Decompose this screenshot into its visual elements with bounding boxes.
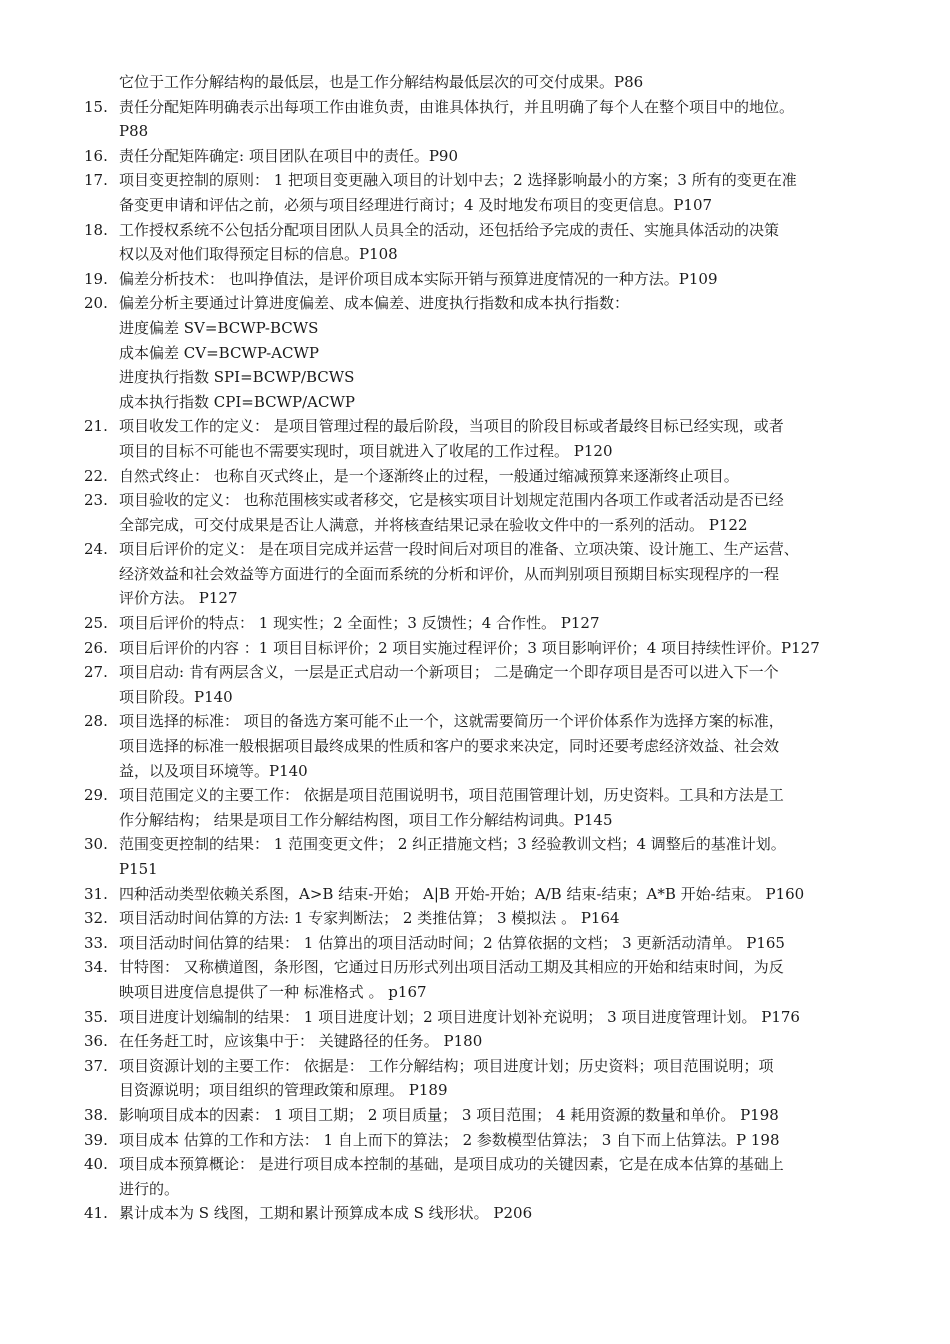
item-number: 38. — [84, 1105, 108, 1124]
list-item — [84, 783, 874, 832]
text-line: 项目的目标不可能也不需要实现时，项目就进入了收尾的工作过程。 P120 — [119, 441, 613, 460]
item-number: 21. — [84, 417, 108, 436]
item-number: 19. — [84, 269, 108, 288]
list-item — [84, 414, 874, 463]
item-number: 39. — [84, 1130, 108, 1149]
text-line: 项目资源计划的主要工作： 依据是： 工作分解结构；项目进度计划；历史资料；项目范围说明；项 — [119, 1056, 774, 1075]
text-line: 自然式终止： 也称自灭式终止，是一个逐渐终止的过程，一般通过缩减预算来逐渐终止项目。 — [119, 466, 739, 485]
item-number: 37. — [84, 1056, 108, 1075]
text-line: P88 — [119, 122, 149, 141]
item-text — [119, 488, 874, 537]
item-text — [119, 783, 874, 832]
item-text — [119, 611, 874, 636]
item-text — [119, 660, 874, 709]
item-text — [119, 931, 874, 956]
text-line: 作分解结构； 结果是项目工作分解结构图，项目工作分解结构词典。P145 — [119, 810, 613, 829]
text-line: 项目变更控制的原则： 1 把项目变更融入项目的计划中去；2 选择影响最小的方案；3 所有的变更在准 — [119, 171, 797, 190]
text-line: 备变更申请和评估之前，必须与项目经理进行商讨；4 及时地发布项目的变更信息。P107 — [119, 195, 713, 214]
item-text — [119, 955, 874, 1004]
text-line: 影响项目成本的因素： 1 项目工期； 2 项目质量； 3 项目范围； 4 耗用资源的数量和单价。 P198 — [119, 1105, 779, 1124]
text-line: 成本执行指数 CPI=BCWP/ACWP — [119, 392, 355, 411]
item-number: 20. — [84, 294, 108, 313]
item-number: 31. — [84, 884, 108, 903]
item-number: 22. — [84, 466, 108, 485]
list-item — [84, 882, 874, 907]
item-number: 30. — [84, 835, 108, 854]
item-number: 18. — [84, 220, 108, 239]
list-item — [84, 611, 874, 636]
text-line: 映项目进度信息提供了一种 标准格式 。 p167 — [119, 982, 427, 1001]
text-line: 项目后评价的内容 ：1 项目目标评价；2 项目实施过程评价；3 项目影响评价；4 项目持续性评价。P127 — [119, 638, 820, 657]
list-item — [84, 660, 874, 709]
list-item — [84, 832, 874, 881]
list-item — [84, 1054, 874, 1103]
list-item — [84, 955, 874, 1004]
item-number: 32. — [84, 909, 108, 928]
item-text — [119, 218, 874, 267]
list-item — [84, 1005, 874, 1030]
list-item — [84, 636, 874, 661]
text-line: 进度偏差 SV=BCWP-BCWS — [119, 318, 319, 337]
text-line: 目资源说明；项目组织的管理政策和原理。 P189 — [119, 1081, 448, 1100]
item-number: 33. — [84, 933, 108, 952]
item-number: 17. — [84, 171, 108, 190]
item-text — [119, 1029, 874, 1054]
item-number: 25. — [84, 614, 108, 633]
text-line: 评价方法。 P127 — [119, 589, 238, 608]
text-line: 全部完成，可交付成果是否让人满意，并将核查结果记录在验收文件中的一系列的活动。 P122 — [119, 515, 748, 534]
item-number: 41. — [84, 1204, 108, 1223]
text-line: 项目成本预算概论： 是进行项目成本控制的基础，是项目成功的关键因素，它是在成本估算的基础上 — [119, 1155, 784, 1174]
item-text — [119, 882, 874, 907]
text-line: 经济效益和社会效益等方面进行的全面而系统的分析和评价，从而判别项目预期目标实现程序的一程 — [119, 564, 780, 583]
list-item — [84, 168, 874, 217]
item-number: 24. — [84, 540, 108, 559]
text-line: 项目验收的定义： 也称范围核实或者移交，它是核实项目计划规定范围内各项工作或者活动是否已经 — [119, 491, 784, 510]
text-line: 在任务赶工时，应该集中于： 关键路径的任务。 P180 — [119, 1032, 483, 1051]
item-text — [119, 414, 874, 463]
text-line: 进行的。 — [119, 1179, 180, 1198]
item-number: 28. — [84, 712, 108, 731]
list-item — [84, 464, 874, 489]
text-line: 偏差分析主要通过计算进度偏差、成本偏差、进度执行指数和成本执行指数： — [119, 294, 630, 313]
item-number: 27. — [84, 663, 108, 682]
list-item — [84, 1201, 874, 1226]
item-number: 34. — [84, 958, 108, 977]
text-line: 益，以及项目环境等。P140 — [119, 761, 308, 780]
text-line: 它位于工作分解结构的最低层，也是工作分解结构最低层次的可交付成果。P86 — [119, 73, 644, 91]
item-text — [119, 1201, 874, 1226]
text-line: 进度执行指数 SPI=BCWP/BCWS — [119, 368, 355, 387]
numbered-list — [84, 70, 874, 1226]
item-text — [119, 1103, 874, 1128]
item-text — [119, 906, 874, 931]
item-text — [119, 636, 874, 661]
text-line: 项目后评价的定义： 是在项目完成并运营一段时间后对项目的准备、立项决策、设计施工、生产运营、 — [119, 540, 799, 559]
item-text — [119, 144, 874, 169]
item-number: 16. — [84, 146, 108, 165]
text-line: 项目选择的标准： 项目的备选方案可能不止一个，这就需要简历一个评价体系作为选择方案的标准， — [119, 712, 784, 731]
text-line: 项目活动时间估算的方法: 1 专家判断法； 2 类推估算； 3 模拟法 。 P164 — [119, 909, 620, 928]
list-item — [84, 1029, 874, 1054]
text-line: 责任分配矩阵确定: 项目团队在项目中的责任。P90 — [119, 146, 459, 165]
list-item — [84, 267, 874, 292]
text-line: 项目收发工作的定义： 是项目管理过程的最后阶段，当项目的阶段目标或者最终目标已经实现，或者 — [119, 417, 784, 436]
text-line: 责任分配矩阵明确表示出每项工作由谁负责，由谁具体执行，并且明确了每个人在整个项目中的地位。 — [119, 97, 795, 116]
text-line: P151 — [119, 860, 158, 878]
text-line: 权以及对他们取得预定目标的信息。P108 — [119, 245, 398, 264]
item-text — [119, 70, 874, 95]
text-line: 项目活动时间估算的结果： 1 估算出的项目活动时间；2 估算依据的文档； 3 更新活动清单。 P165 — [119, 933, 785, 952]
item-text — [119, 537, 874, 611]
text-line: 工作授权系统不公包括分配项目团队人员具全的活动，还包括给予完成的责任、实施具体活动的决策 — [119, 220, 780, 239]
item-text — [119, 95, 874, 144]
text-line: 甘特图： 又称横道图，条形图，它通过日历形式列出项目活动工期及其相应的开始和结束时间，为反 — [119, 958, 784, 977]
item-text — [119, 709, 874, 783]
item-text — [119, 464, 874, 489]
item-text — [119, 1128, 874, 1153]
text-line: 项目成本 估算的工作和方法： 1 自上而下的算法； 2 参数模型估算法； 3 自下而上估算法。P 198 — [119, 1130, 780, 1149]
list-item — [84, 488, 874, 537]
item-number: 35. — [84, 1007, 108, 1026]
text-line: 项目选择的标准一般根据项目最终成果的性质和客户的要求来决定，同时还要考虑经济效益、社会效 — [119, 737, 780, 756]
item-number: 29. — [84, 786, 108, 805]
text-line: 偏差分析技术： 也叫挣值法，是评价项目成本实际开销与预算进度情况的一种方法。P109 — [119, 269, 718, 288]
list-item — [84, 70, 874, 95]
text-line: 项目阶段。P140 — [119, 687, 233, 706]
item-number: 26. — [84, 638, 108, 657]
text-line: 累计成本为 S 线图，工期和累计预算成本成 S 线形状。 P206 — [119, 1204, 533, 1223]
item-number: 23. — [84, 491, 108, 510]
text-line: 项目启动: 肯有两层含义，一层是正式启动一个新项目； 二是确定一个即存项目是否可以进入下一个 — [119, 663, 779, 682]
text-line: 范围变更控制的结果： 1 范围变更文件； 2 纠正措施文档；3 经验教训文档；4 调整后的基准计划。 — [119, 835, 786, 854]
list-item — [84, 291, 874, 414]
item-number: 15. — [84, 97, 108, 116]
list-item — [84, 1128, 874, 1153]
list-item — [84, 709, 874, 783]
item-text — [119, 267, 874, 292]
text-line: 项目后评价的特点： 1 现实性；2 全面性；3 反馈性；4 合作性。 P127 — [119, 614, 600, 633]
text-line: 四种活动类型依赖关系图，A>B 结束-开始； A|B 开始-开始；A/B 结束-结束；A*B 开始-结束。 P160 — [119, 884, 805, 903]
list-item — [84, 1152, 874, 1201]
item-text — [119, 1054, 874, 1103]
list-item — [84, 95, 874, 144]
item-number: 36. — [84, 1032, 108, 1051]
text-line: 项目进度计划编制的结果： 1 项目进度计划；2 项目进度计划补充说明； 3 项目进度管理计划。 P176 — [119, 1007, 800, 1026]
item-text — [119, 832, 874, 881]
text-line: 项目范围定义的主要工作： 依据是项目范围说明书，项目范围管理计划，历史资料。工具和方法是工 — [119, 786, 784, 805]
item-text — [119, 1005, 874, 1030]
list-item — [84, 1103, 874, 1128]
item-text — [119, 168, 874, 217]
item-text — [119, 291, 874, 414]
list-item — [84, 931, 874, 956]
item-text — [119, 1152, 874, 1201]
list-item — [84, 144, 874, 169]
list-item — [84, 218, 874, 267]
text-line: 成本偏差 CV=BCWP-ACWP — [119, 343, 320, 362]
list-item — [84, 537, 874, 611]
item-number: 40. — [84, 1155, 108, 1174]
list-item — [84, 906, 874, 931]
